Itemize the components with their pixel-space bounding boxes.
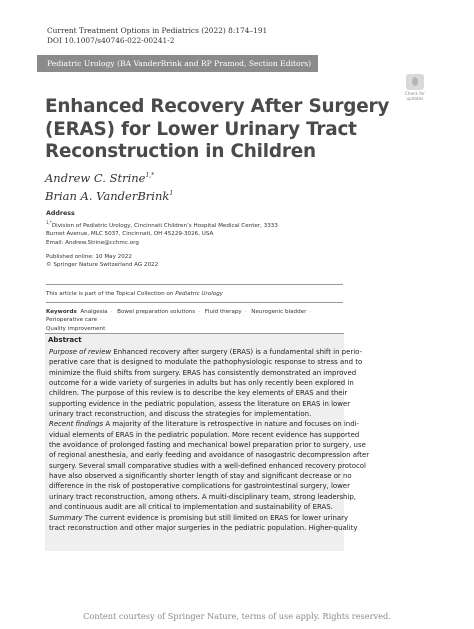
abstract-text: tract reconstruction and other major surgeries in the pediatric population. Higher-quality: [49, 523, 358, 532]
abstract-line: [49, 450, 370, 460]
abstract-text: of regional anesthesia, and early feeding and avoidance of nasogastric decompression after: [49, 451, 370, 460]
footer-notice: Content courtesy of Springer Nature, terms of use apply. Rights reserved.: [83, 611, 391, 621]
abstract-text: surgery. Several small comparative studies with a well-defined enhanced recovery protocol: [49, 461, 366, 470]
abstract-text: The current evidence is promising but still limited on ERAS for lower urinary: [82, 513, 349, 522]
abstract-subheading: Purpose of review: [49, 348, 112, 356]
doi[interactable]: DOI 10.1007/s40746-022-00241-2: [47, 36, 175, 45]
author[interactable]: Brian A. VanderBrink$^1$: [45, 188, 174, 203]
abstract-text: children. The purpose of this review is to describe the key elements of ERAS and their: [49, 389, 348, 398]
address-block: [46, 210, 346, 247]
check-for-updates-button[interactable]: [404, 74, 426, 101]
abstract-text: urinary tract reconstruction, among others. A multi-disciplinary team, strong leadership,: [49, 492, 356, 501]
publication-info: [46, 253, 158, 270]
keyword: Analgesia: [80, 309, 108, 315]
check-for-updates-label: Check for updates: [405, 91, 425, 101]
article-title: [45, 96, 405, 164]
address-line: Burnet Avenue, MLC 5037, Cincinnati, OH 45229-3026, USA: [46, 231, 214, 238]
abstract-text: and continuous audit are all critical to implementation and sustainability of ERAS.: [49, 503, 333, 512]
divider: [46, 302, 343, 303]
abstract-text: vidual elements of ERAS in the pediatric population. More recent evidence has supported: [49, 430, 360, 439]
abstract-line: [49, 523, 358, 533]
title-line-2: (ERAS) for Lower Urinary Tract: [45, 118, 357, 140]
journal-citation: Current Treatment Options in Pediatrics (2022) 8:174–191: [47, 26, 268, 35]
keyword: Bowel preparation solutions: [117, 309, 196, 315]
copyright: © Springer Nature Switzerland AG 2022: [46, 262, 159, 269]
abstract-body: [49, 347, 370, 533]
keyword: Perioperative care: [46, 317, 98, 324]
collection-topic[interactable]: Pediatric Urology: [175, 291, 224, 297]
abstract-text: outcome for a wide variety of surgeries in adults but has only recently been explored in: [49, 379, 354, 388]
abstract-line: [49, 347, 363, 357]
abstract-text: urinary tract reconstruction, and discuss the strategies for implementation.: [49, 410, 312, 419]
abstract-line: [49, 357, 363, 367]
abstract-line: [49, 368, 357, 378]
address-label: Address: [46, 210, 75, 217]
email[interactable]: Email: Andrew.Strine@cchmc.org: [46, 239, 139, 246]
abstract-text: minimize the fluid shifts from surgery. ERAS has consistently demonstrated an improved: [49, 368, 357, 377]
keywords: Keywords Analgesia · Bowel preparation solutions · Fluid therapy · Neurogenic bladder · Perioperative care · Quality improvement: [46, 309, 312, 332]
abstract-line: [49, 430, 360, 440]
title-line-3: Reconstruction in Children: [45, 141, 316, 162]
keywords-label: Keywords: [46, 309, 77, 315]
abstract-line: [49, 513, 349, 523]
keyword: Fluid therapy: [204, 309, 242, 315]
author-list: [45, 168, 173, 204]
abstract-text: difference in the risk of postoperative complications for gastrointestinal surgery, lower: [49, 482, 350, 491]
abstract-box: [45, 333, 370, 551]
crossmark-icon: [406, 74, 424, 90]
divider: [46, 284, 343, 285]
abstract-line: [49, 440, 366, 450]
abstract-line: [49, 409, 341, 419]
abstract-subheading: Recent findings: [49, 420, 104, 429]
abstract-text: supporting evidence in the pediatric population, assess the literature on ERAS in lower: [49, 399, 351, 408]
keyword: Quality improvement: [46, 325, 106, 332]
abstract-text: perative care that is designed to modulate the pathophysiologic response to stress and to: [49, 358, 363, 367]
abstract-heading: Abstract: [48, 336, 82, 344]
abstract-text: have also observed a significantly shorter length of stay and significant decrease or no: [49, 472, 352, 481]
abstract-line: [49, 461, 366, 471]
abstract-text: the avoidance of prolonged fasting and mechanical bowel preparation prior to surgery, use: [49, 441, 366, 450]
abstract-line: [49, 471, 352, 481]
journal-citation-block: [47, 26, 267, 46]
abstract-line: [49, 502, 341, 512]
address-line: $^{1,*}$Division of Pediatric Urology, Cincinnati Children’s Hospital Medical Center, 3333: [46, 219, 278, 229]
abstract-line: [49, 378, 354, 388]
topical-collection-note: This article is part of the Topical Collection on Pediatric Urology: [46, 291, 224, 297]
abstract-subheading: Summary: [49, 513, 83, 522]
abstract-line: [49, 481, 350, 491]
keyword: Neurogenic bladder: [251, 309, 307, 315]
abstract-line: [49, 492, 356, 502]
published-date: Published online: 10 May 2022: [46, 254, 132, 260]
abstract-line: [49, 419, 360, 429]
abstract-line: [49, 399, 351, 409]
abstract-text: A majority of the literature is retrospective in nature and focuses on indi-: [103, 420, 360, 429]
section-banner: Pediatric Urology (BA VanderBrink and RP Pramod, Section Editors): [37, 55, 318, 72]
abstract-text: Enhanced recovery after surgery (ERAS) is a fundamental shift in perio-: [111, 348, 363, 356]
author[interactable]: Andrew C. Strine$^{1,*}$: [45, 170, 155, 185]
abstract-line: [49, 388, 348, 398]
title-line-1: Enhanced Recovery After Surgery: [45, 96, 390, 117]
